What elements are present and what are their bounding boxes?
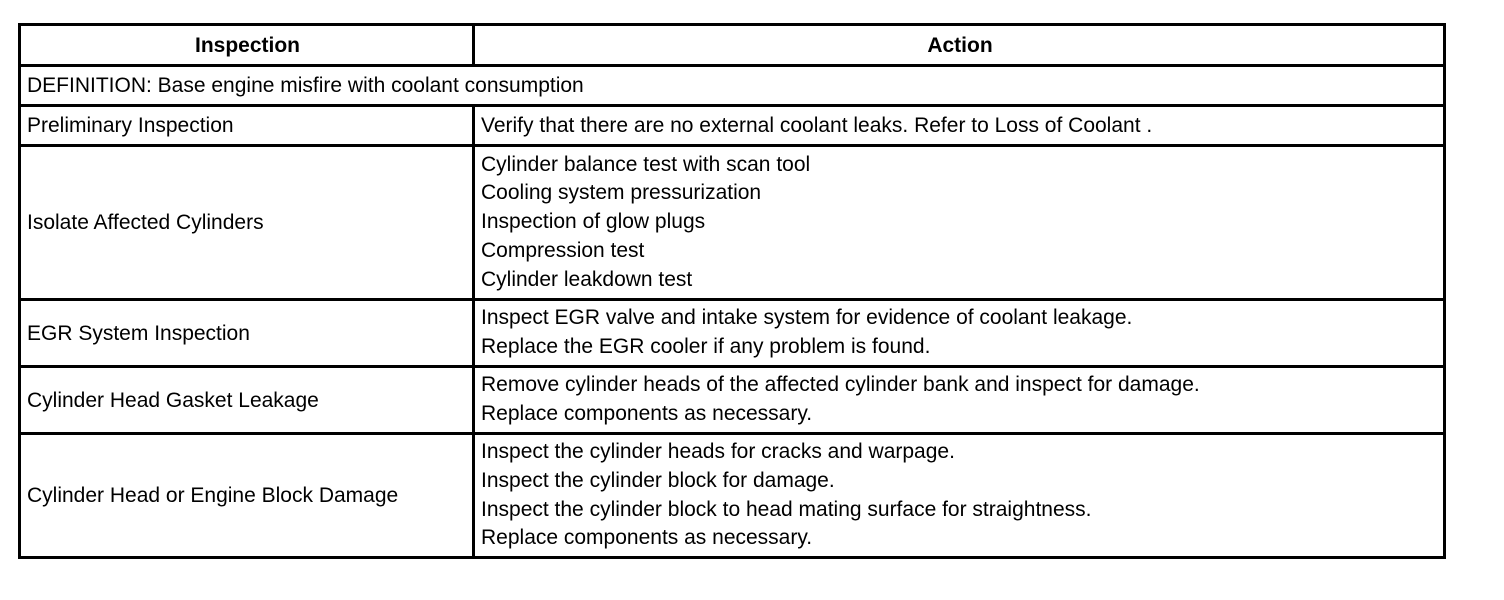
- table-row: [20, 434, 1445, 558]
- action-cell: [474, 300, 1445, 367]
- inspection-cell: EGR System Inspection: [20, 300, 474, 367]
- definition-row: [20, 66, 1445, 106]
- table-row: [20, 300, 1445, 367]
- action-step: Compression test: [481, 238, 645, 262]
- action-step: Cylinder balance test with scan tool: [481, 152, 811, 176]
- inspection-cell: Preliminary Inspection: [20, 106, 474, 146]
- inspection-cell: Cylinder Head or Engine Block Damage: [20, 434, 474, 558]
- action-step: Replace components as necessary.: [481, 402, 813, 425]
- action-step: Inspect the cylinder heads for cracks and warpage.: [481, 440, 955, 464]
- inspection-cell: Cylinder Head Gasket Leakage: [20, 367, 474, 434]
- action-step: Inspect the cylinder block to head mating surface for straightness.: [481, 497, 1092, 521]
- definition-text: DEFINITION: Base engine misfire with coolant consumption: [20, 66, 1445, 106]
- action-step: Inspection of glow plugs: [481, 210, 706, 234]
- inspection-cell: Isolate Affected Cylinders: [20, 146, 474, 300]
- action-cell: Verify that there are no external coolant leaks. Refer to Loss of Coolant .: [474, 106, 1445, 146]
- action-step: Inspect the cylinder block for damage.: [481, 468, 835, 492]
- table-row: [20, 146, 1445, 300]
- diagnostic-table: [18, 23, 1446, 559]
- inspection-column-header: Inspection: [20, 25, 474, 66]
- action-step: Replace components as necessary.: [481, 526, 813, 550]
- table-row: [20, 106, 1445, 146]
- table-header-row: [20, 25, 1445, 66]
- action-step: Replace the EGR cooler if any problem is found.: [481, 335, 931, 358]
- table-row: [20, 367, 1445, 434]
- action-cell: [474, 367, 1445, 434]
- action-step: Cooling system pressurization: [481, 181, 762, 205]
- action-column-header: Action: [474, 25, 1445, 66]
- action-cell: [474, 146, 1445, 300]
- action-step: Cylinder leakdown test: [481, 267, 693, 291]
- action-step: Remove cylinder heads of the affected cylinder bank and inspect for damage.: [481, 373, 1200, 397]
- action-step: Inspect EGR valve and intake system for evidence of coolant leakage.: [481, 306, 1133, 330]
- action-cell: [474, 434, 1445, 558]
